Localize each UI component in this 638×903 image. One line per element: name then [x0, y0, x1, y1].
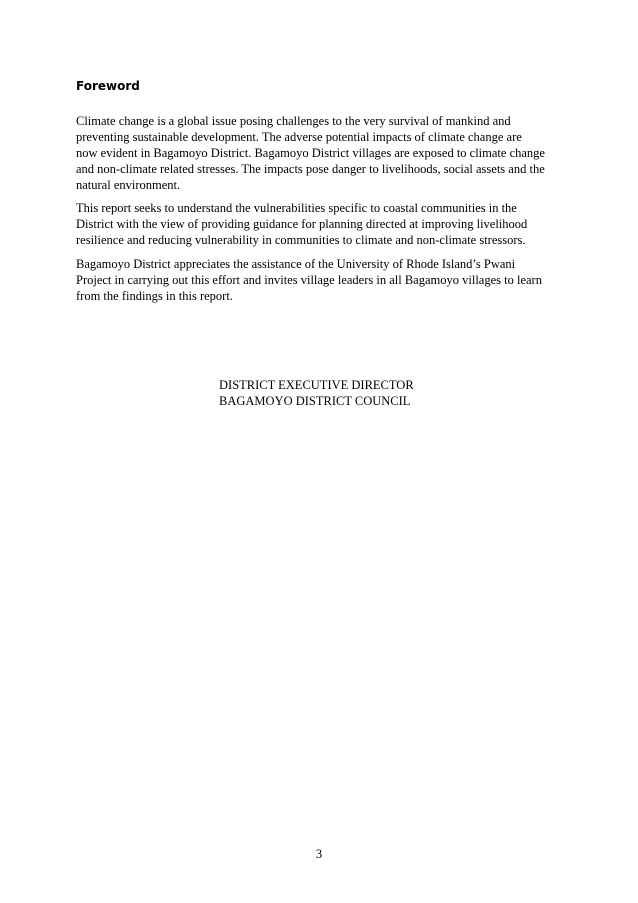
page-title: Foreword: [76, 79, 140, 93]
page-number: 3: [315, 847, 323, 861]
signature-title: DISTRICT EXECUTIVE DIRECTOR: [219, 378, 414, 392]
paragraph-line: now evident in Bagamoyo District. Bagamoyo District villages are exposed to climate change: [76, 146, 545, 160]
paragraph-line: resilience and reducing vulnerability in communities to climate and non-climate stressors.: [76, 233, 526, 247]
paragraph-line: natural environment.: [76, 178, 181, 192]
signature-block: [219, 377, 414, 409]
paragraph-line: Project in carrying out this effort and invites village leaders in all Bagamoyo villages to learn: [76, 273, 542, 287]
paragraph-3: [76, 256, 572, 304]
paragraph-line: preventing sustainable development. The adverse potential impacts of climate change are: [76, 130, 522, 144]
signature-organization: BAGAMOYO DISTRICT COUNCIL: [219, 394, 411, 408]
paragraph-line: Bagamoyo District appreciates the assistance of the University of Rhode Island’s Pwani: [76, 257, 516, 271]
paragraph-line: and non-climate related stresses. The impacts pose danger to livelihoods, social assets and the: [76, 162, 545, 176]
paragraph-1: [76, 113, 572, 193]
paragraph-line: This report seeks to understand the vulnerabilities specific to coastal communities in the: [76, 201, 517, 215]
paragraph-2: [76, 200, 572, 248]
paragraph-line: Climate change is a global issue posing challenges to the very survival of mankind and: [76, 114, 511, 128]
paragraph-line: from the findings in this report.: [76, 289, 233, 303]
paragraph-line: District with the view of providing guidance for planning directed at improving livelihood: [76, 217, 528, 231]
